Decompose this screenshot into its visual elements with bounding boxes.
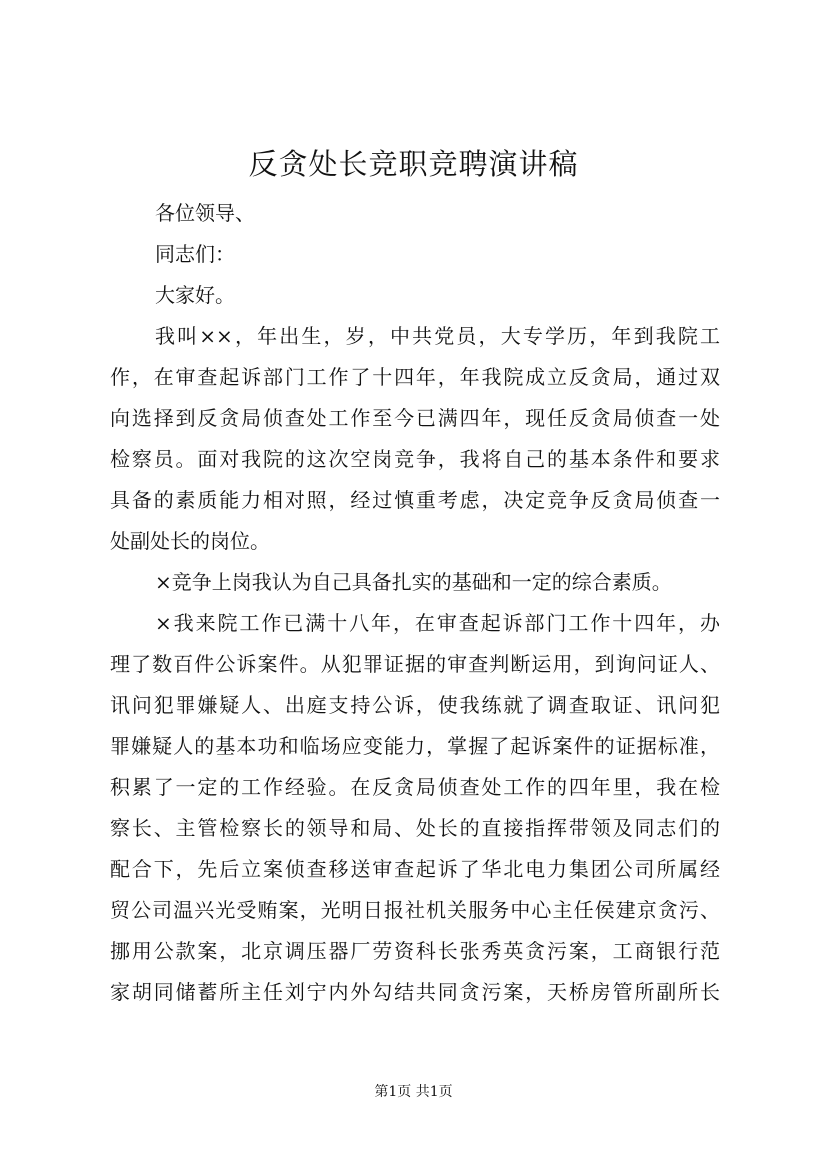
body-line: 讯问犯罪嫌疑人、出庭支持公诉，使我练就了调查取证、讯问犯 [110,693,720,717]
body-line: 理了数百件公诉案件。从犯罪证据的审查判断运用，到询问证人、 [110,652,720,676]
body-line: 作，在审查起诉部门工作了十四年，年我院成立反贪局，通过双 [110,365,720,389]
body-line: 向选择到反贪局侦查处工作至今已满四年，现任反贪局侦查一处 [110,406,720,430]
body-line: 大家好。 [155,283,235,307]
document-body [110,193,720,1013]
body-line: 具备的素质能力相对照，经过慎重考虑，决定竞争反贪局侦查一 [110,488,720,512]
body-line: ×我来院工作已满十八年，在审查起诉部门工作十四年，办 [155,611,720,635]
body-line: 积累了一定的工作经验。在反贪局侦查处工作的四年里，我在检 [110,775,720,799]
body-line: 挪用公款案，北京调压器厂劳资科长张秀英贪污案，工商银行范 [110,939,720,963]
body-line: 我叫××，年出生，岁，中共党员，大专学历，年到我院工 [155,324,720,348]
body-line: 罪嫌疑人的基本功和临场应变能力，掌握了起诉案件的证据标准， [110,734,720,758]
body-line: 察长、主管检察长的领导和局、处长的直接指挥带领及同志们的 [110,816,720,840]
body-line: 家胡同储蓄所主任刘宁内外勾结共同贪污案，天桥房管所副所长 [110,980,720,1004]
body-line: 各位领导、 [155,201,255,225]
body-line: 贸公司温兴光受贿案，光明日报社机关服务中心主任侯建京贪污、 [110,898,720,922]
document-title: 反贪处长竞职竞聘演讲稿 [248,147,579,181]
body-line: 配合下，先后立案侦查移送审查起诉了华北电力集团公司所属经 [110,857,720,881]
body-line: 处副处长的岗位。 [110,529,270,553]
body-line: 检察员。面对我院的这次空岗竞争，我将自己的基本条件和要求 [110,447,720,471]
body-line: ×竞争上岗我认为自己具备扎实的基础和一定的综合素质。 [155,570,672,594]
body-line: 同志们： [155,242,235,266]
page-footer: 第1页 共1页 [374,1084,453,1100]
